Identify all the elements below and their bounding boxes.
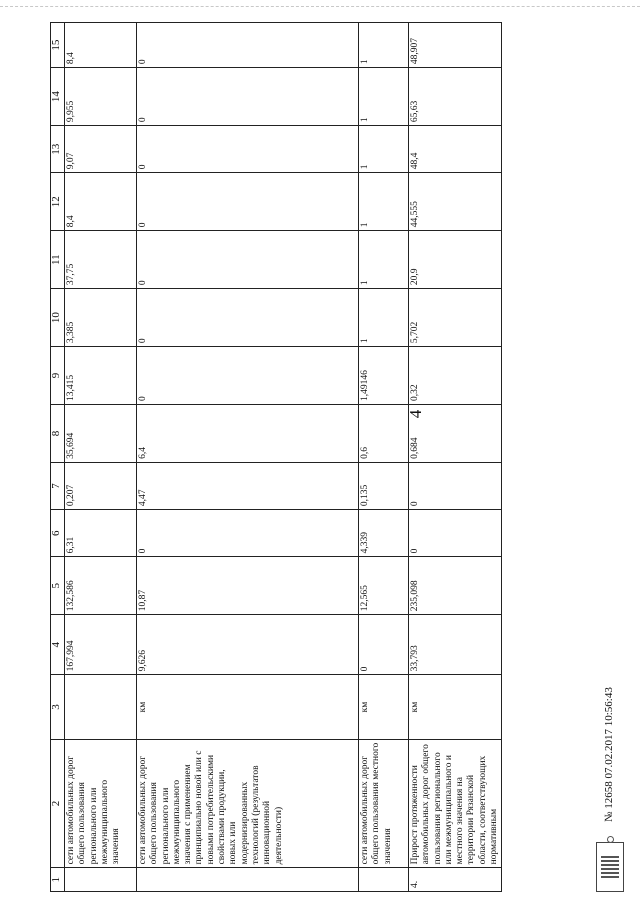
- page-number: 4: [406, 409, 425, 419]
- value-cell: 0: [137, 126, 359, 173]
- value-cell: 0: [137, 289, 359, 347]
- value-cell: 9,626: [137, 615, 359, 675]
- value-cell: 9,07: [65, 126, 137, 173]
- value-cell: 48,4: [409, 126, 502, 173]
- registration-stamp-icon: [596, 842, 624, 892]
- value-cell: 132,586: [65, 557, 137, 615]
- indicator-name-cell: сети автомобильных дорог общего пользования местного значения: [359, 739, 409, 868]
- unit-cell: [65, 675, 137, 739]
- header-cell: 13: [51, 126, 65, 173]
- value-cell: 35,694: [65, 404, 137, 462]
- header-cell: 1: [51, 868, 65, 892]
- header-cell: 9: [51, 347, 65, 405]
- indicators-table: [50, 22, 502, 892]
- value-cell: 65,63: [409, 68, 502, 126]
- table-row: [137, 23, 359, 892]
- value-cell: 0: [409, 462, 502, 509]
- unit-cell: км: [409, 675, 502, 739]
- value-cell: 0,135: [359, 462, 409, 509]
- value-cell: 0: [137, 173, 359, 231]
- value-cell: 1: [359, 126, 409, 173]
- value-cell: 3,385: [65, 289, 137, 347]
- value-cell: 167,994: [65, 615, 137, 675]
- value-cell: 1: [359, 231, 409, 289]
- value-cell: 10,87: [137, 557, 359, 615]
- value-cell: 6,31: [65, 510, 137, 557]
- row-number-cell: [65, 868, 137, 892]
- header-cell: 11: [51, 231, 65, 289]
- value-cell: 1: [359, 173, 409, 231]
- value-cell: 13,415: [65, 347, 137, 405]
- value-cell: 33,793: [409, 615, 502, 675]
- value-cell: 1: [359, 68, 409, 126]
- value-cell: 0: [137, 23, 359, 68]
- value-cell: 48,907: [409, 23, 502, 68]
- value-cell: 0: [137, 231, 359, 289]
- row-number-cell: [137, 868, 359, 892]
- header-cell: 15: [51, 23, 65, 68]
- value-cell: 1,49146: [359, 347, 409, 405]
- value-cell: 20,9: [409, 231, 502, 289]
- table-row: [359, 23, 409, 892]
- value-cell: 0,6: [359, 404, 409, 462]
- value-cell: 9,955: [65, 68, 137, 126]
- value-cell: 4,47: [137, 462, 359, 509]
- header-cell: 10: [51, 289, 65, 347]
- value-cell: 1: [359, 23, 409, 68]
- table-row: [409, 23, 502, 892]
- indicator-name-cell: сети автомобильных дорог общего пользования регионального или межмуниципального значения: [65, 739, 137, 868]
- rotated-table-container: [50, 22, 500, 892]
- value-cell: 1: [359, 289, 409, 347]
- value-cell: 235,098: [409, 557, 502, 615]
- row-number-cell: [359, 868, 409, 892]
- row-number-cell: 4.: [409, 868, 502, 892]
- value-cell: 4,339: [359, 510, 409, 557]
- table-row: [65, 23, 137, 892]
- value-cell: 0: [359, 615, 409, 675]
- value-cell: 0: [137, 347, 359, 405]
- header-cell: 2: [51, 739, 65, 868]
- value-cell: 0,32: [409, 347, 502, 405]
- header-number-row: [51, 23, 65, 892]
- unit-cell: км: [137, 675, 359, 739]
- value-cell: 12,565: [359, 557, 409, 615]
- value-cell: 0,207: [65, 462, 137, 509]
- indicator-name-cell: Прирост протяженности автомобильных дорог общего пользования регионального или межмуниципального и местного значения на территории Рязанской области, соответствующих нормативным: [409, 739, 502, 868]
- header-cell: 5: [51, 557, 65, 615]
- indicator-name-cell: сети автомобильных дорог общего пользования регионального или межмуниципального значения с применением принципиально новой или с новыми потребительскими свойствами продукции, новых или модернизированных технологий (результатов инновационной деятельности): [137, 739, 359, 868]
- value-cell: 0: [409, 510, 502, 557]
- header-cell: 7: [51, 462, 65, 509]
- scan-edge-line: [0, 6, 640, 7]
- header-cell: 8: [51, 404, 65, 462]
- value-cell: 0: [137, 68, 359, 126]
- value-cell: 0: [137, 510, 359, 557]
- unit-cell: км: [359, 675, 409, 739]
- value-cell: 44,555: [409, 173, 502, 231]
- value-cell: 37,75: [65, 231, 137, 289]
- header-cell: 12: [51, 173, 65, 231]
- value-cell: 6,4: [137, 404, 359, 462]
- header-cell: 3: [51, 675, 65, 739]
- value-cell: 5,702: [409, 289, 502, 347]
- header-cell: 6: [51, 510, 65, 557]
- value-cell: 8,4: [65, 23, 137, 68]
- header-cell: 14: [51, 68, 65, 126]
- value-cell: 8,4: [65, 173, 137, 231]
- value-cell: 0,684: [409, 404, 502, 462]
- document-registration-footer: № 12658 07.02.2017 10:56:43: [603, 687, 615, 822]
- header-cell: 4: [51, 615, 65, 675]
